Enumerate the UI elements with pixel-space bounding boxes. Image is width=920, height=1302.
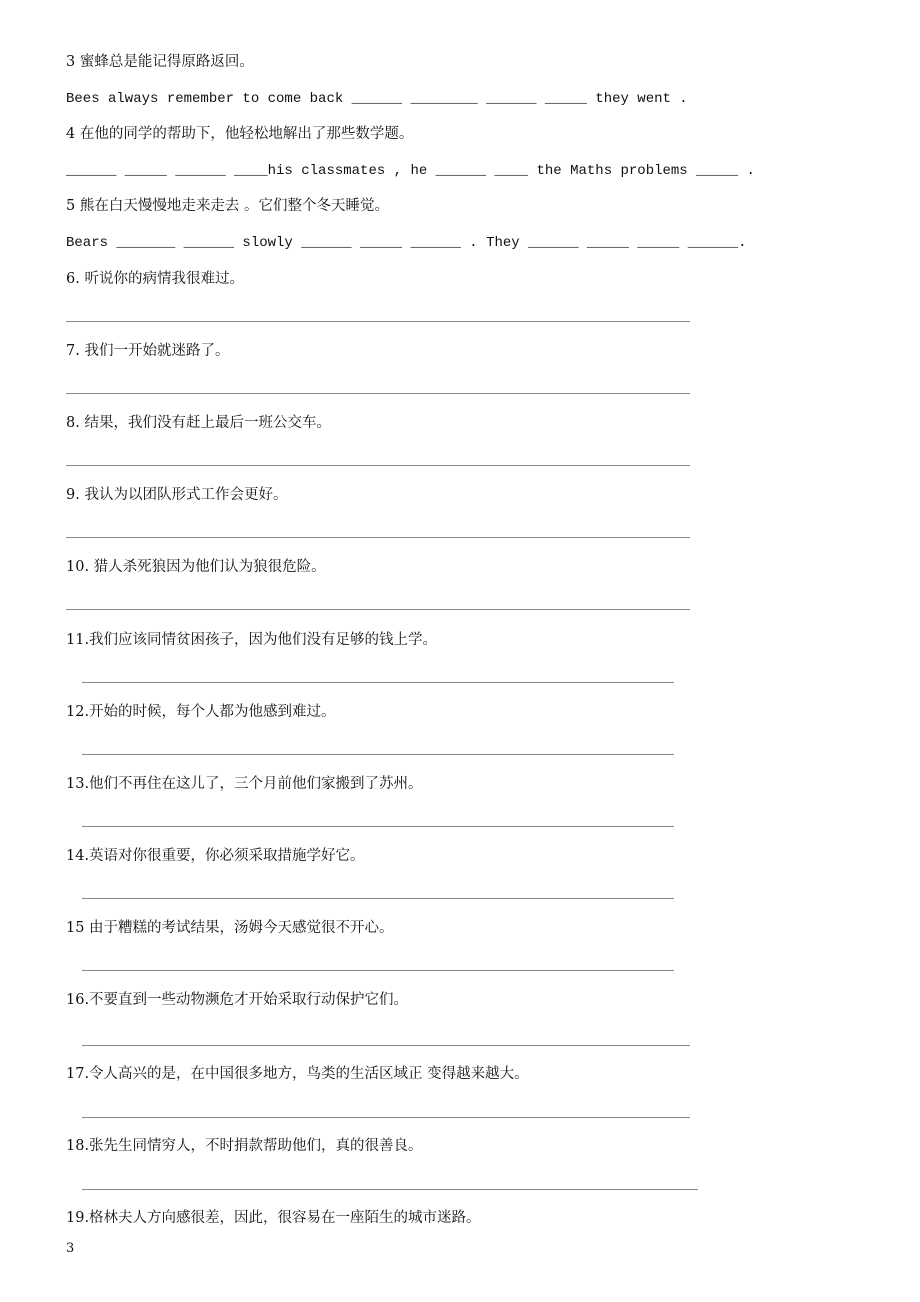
- page-number: 3: [66, 1241, 75, 1256]
- answer-line-10[interactable]: [66, 609, 690, 610]
- question-10-prompt: 10. 猎人杀死狼因为他们认为狼很危险。: [66, 559, 326, 575]
- question-11-prompt: 11.我们应该同情贫困孩子，因为他们没有足够的钱上学。: [66, 632, 438, 648]
- answer-line-18[interactable]: [82, 1189, 698, 1190]
- question-4-prompt: 4 在他的同学的帮助下，他轻松地解出了那些数学题。: [66, 126, 414, 142]
- question-4-sentence: ______ _____ ______ ____his classmates , he ______ ____ the Maths problems _____ .: [66, 163, 755, 179]
- answer-line-13[interactable]: [82, 826, 674, 827]
- question-3-prompt: 3 蜜蜂总是能记得原路返回。: [66, 54, 254, 70]
- question-6-prompt: 6. 听说你的病情我很难过。: [66, 271, 244, 287]
- question-5-prompt: 5 熊在白天慢慢地走来走去 。它们整个冬天睡觉。: [66, 198, 389, 214]
- question-12-prompt: 12.开始的时候，每个人都为他感到难过。: [66, 704, 336, 720]
- answer-line-8[interactable]: [66, 465, 690, 466]
- question-8-prompt: 8. 结果，我们没有赶上最后一班公交车。: [66, 415, 331, 431]
- answer-line-7[interactable]: [66, 393, 690, 394]
- answer-line-15[interactable]: [82, 970, 674, 971]
- question-13-prompt: 13.他们不再住在这儿了，三个月前他们家搬到了苏州。: [66, 776, 423, 792]
- question-19-prompt: 19.格林夫人方向感很差，因此，很容易在一座陌生的城市迷路。: [66, 1210, 481, 1226]
- question-17-prompt: 17.令人高兴的是，在中国很多地方，鸟类的生活区域正 变得越来越大。: [66, 1066, 529, 1082]
- question-18-prompt: 18.张先生同情穷人，不时捐款帮助他们，真的很善良。: [66, 1138, 423, 1154]
- question-7-prompt: 7. 我们一开始就迷路了。: [66, 343, 230, 359]
- answer-line-6[interactable]: [66, 321, 690, 322]
- answer-line-14[interactable]: [82, 898, 674, 899]
- question-5-sentence: Bears _______ ______ slowly ______ _____ ______ . They ______ _____ _____ ______.: [66, 235, 747, 251]
- question-15-prompt: 15 由于糟糕的考试结果，汤姆今天感觉很不开心。: [66, 920, 394, 936]
- question-16-prompt: 16.不要直到一些动物濒危才开始采取行动保护它们。: [66, 992, 409, 1008]
- question-3-sentence: Bees always remember to come back ______ ________ ______ _____ they went .: [66, 91, 688, 107]
- answer-line-9[interactable]: [66, 537, 690, 538]
- answer-line-11[interactable]: [82, 682, 674, 683]
- question-14-prompt: 14.英语对你很重要，你必须采取措施学好它。: [66, 848, 365, 864]
- answer-line-12[interactable]: [82, 754, 674, 755]
- answer-line-16[interactable]: [82, 1045, 690, 1046]
- answer-line-17[interactable]: [82, 1117, 690, 1118]
- question-9-prompt: 9. 我认为以团队形式工作会更好。: [66, 487, 288, 503]
